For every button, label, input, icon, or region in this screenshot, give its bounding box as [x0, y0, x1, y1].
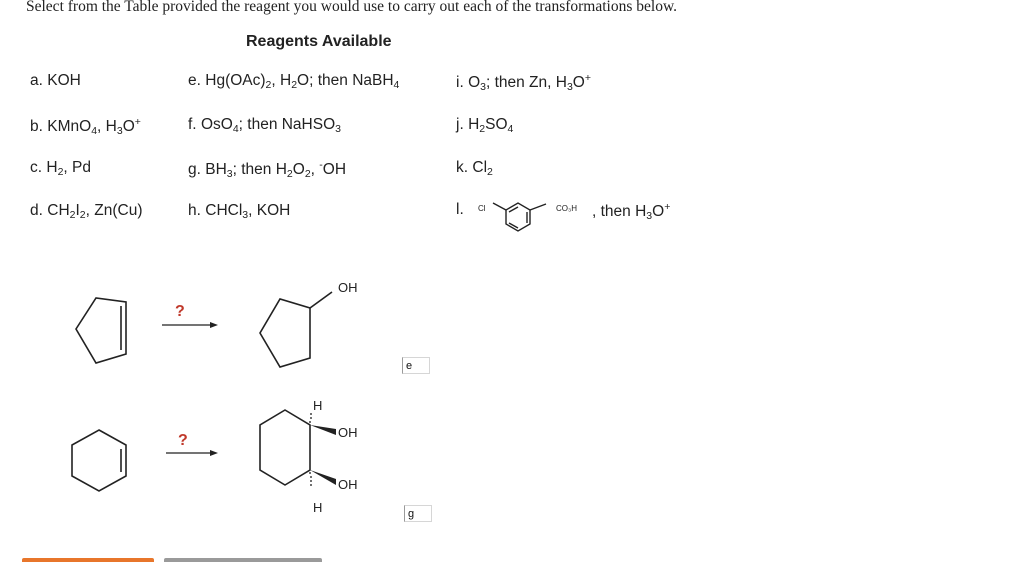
cyclopentanol-structure [240, 280, 340, 374]
cyclohexene-structure [66, 426, 138, 496]
problem-2-arrow [164, 447, 224, 459]
reagent-i: i. $O_3$; then Zn, $H_3O^+$ [456, 72, 591, 93]
reagent-b: b. KMnO$_4$, $H_3O^+$ [30, 116, 141, 137]
reagent-c: c. $H_2$, Pd [30, 159, 91, 178]
submit-button[interactable] [22, 558, 154, 562]
secondary-button[interactable] [164, 558, 322, 562]
reagents-heading: Reagents Available [246, 33, 392, 50]
mcpba-structure [490, 196, 560, 248]
problem-2-answer-input[interactable]: g [404, 505, 432, 522]
problem-2-question-mark: ? [178, 432, 188, 449]
problem-1-question-mark: ? [175, 303, 185, 320]
problem-2-h-bottom-label: H [313, 500, 323, 515]
reagent-g: g. $BH_3$; then $H_2O_2$, -OH [188, 159, 347, 180]
problem-2-h-top-label: H [313, 398, 323, 413]
reagent-j: j. $H_2SO_4$ [456, 116, 514, 135]
instructions: Select from the Table provided the reagent you would use to carry out each of the transformations below. [26, 0, 677, 15]
problem-1-oh-label: OH [338, 280, 358, 295]
mcpba-cl-label: Cl [478, 204, 486, 213]
reagent-l-letter: l. [456, 201, 464, 218]
reagent-h: h. CHCl$_3$, KOH [188, 202, 291, 221]
problem-1-answer-input[interactable]: e [402, 357, 430, 374]
cis-diol-structure [240, 400, 350, 520]
problem-2-oh-bottom-label: OH [338, 477, 358, 492]
reagent-l-text: , then $H_3O^+$ [592, 201, 671, 222]
reagent-e: e. $Hg(OAc)_2$, $H_2O$; then NaBH$_4$ [188, 72, 400, 91]
reagent-k: k. $Cl_2$ [456, 159, 493, 178]
reagent-f: f. OsO$_4$; then NaHSO$_3$ [188, 116, 341, 135]
cyclopentene-structure [66, 294, 146, 370]
mcpba-co3h-label: CO₃H [556, 204, 578, 213]
problem-1-arrow [160, 318, 220, 330]
reagent-a: a. KOH [30, 72, 81, 89]
reagent-d: d. $CH_2I_2$, Zn(Cu) [30, 202, 143, 221]
problem-2-oh-top-label: OH [338, 425, 358, 440]
